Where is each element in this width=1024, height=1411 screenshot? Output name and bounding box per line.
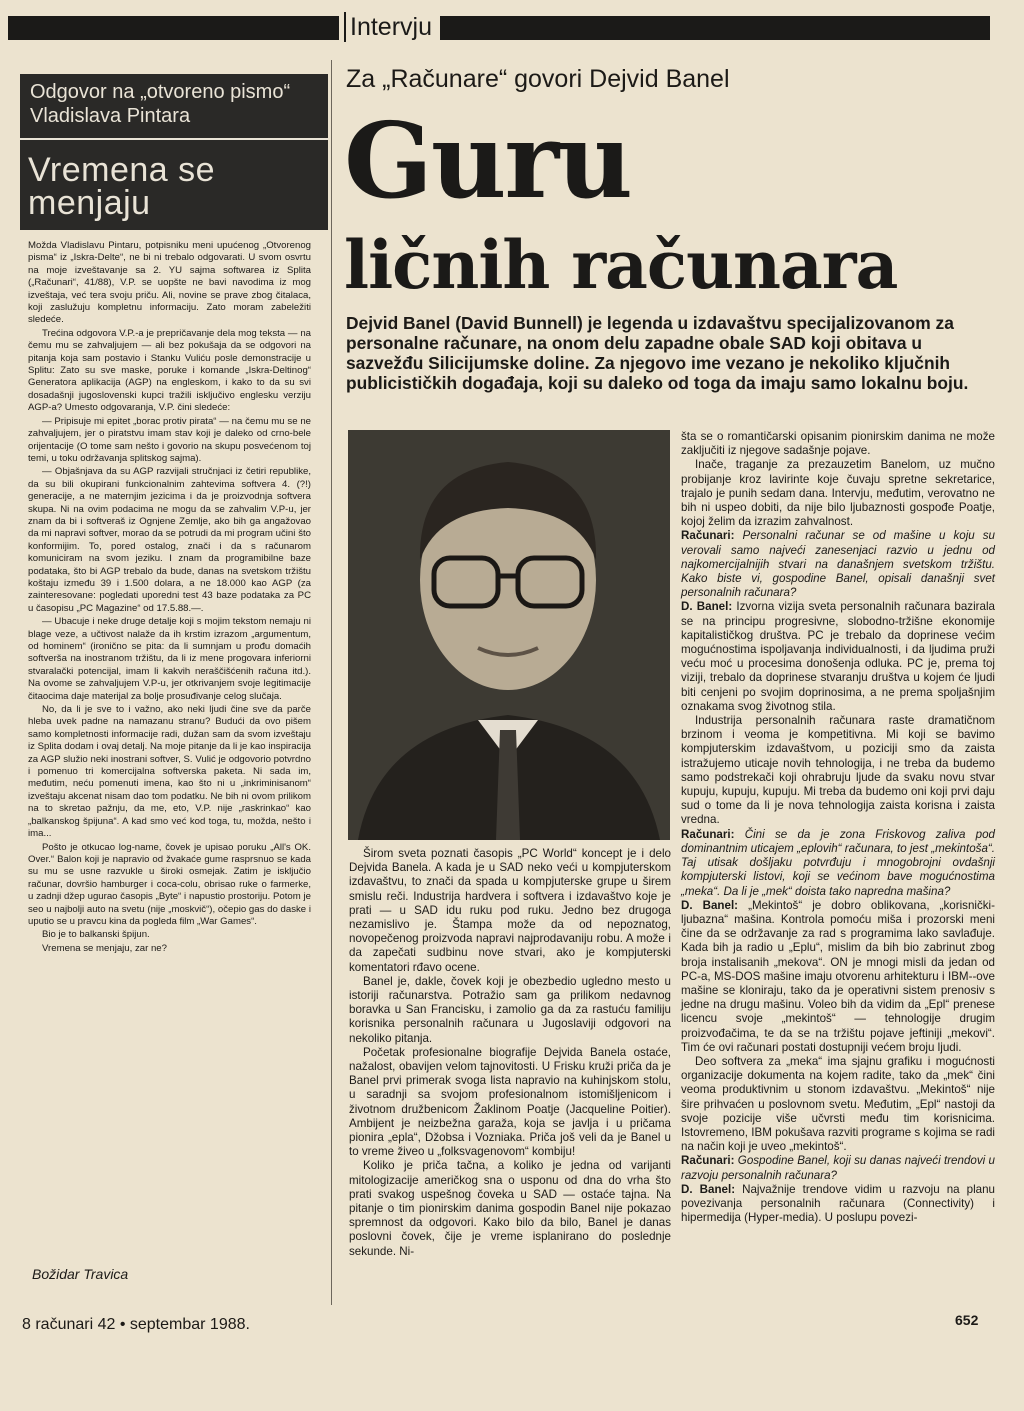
header-bar-right (440, 16, 990, 40)
speaker-label: Računari: (681, 827, 745, 841)
article-column-right (681, 430, 995, 1298)
article-paragraph: Deo softvera za „meka“ ima sjajnu grafiku i mogućnosti organizacije dokumenta na kojem radite, tako da „mek“ čini veoma produktivnim u stonom izdavaštvu. „Mekintoš“ nije šire prihvaćen u poslovnom svetu. Međutim, „Epl“ nastoji da svoje pozicije više učvrsti među tim korisnicima. Istovremeno, IBM pokušava razviti programe s kojima se radi na način koji je uveo „mekintoš“. (681, 1054, 995, 1154)
sidebar-paragraph: Možda Vladislavu Pintaru, potpisniku meni upućenog „Otvorenog pisma“ iz „Iskra-Delte“, ne bi ni trebalo odgovarati. U svom osvrtu na moje izveštavanje sa 2. YU sajma softwarea iz Splita („Računari“, 41/88), V.P. se uopšte ne bavi navodima iz mog izveštaja, već tera svoju priču. Ali, novine se prave zbog čitalaca, koji zaslužuju kompletnu informaciju. Zato moram zabeležiti sledeće. (28, 240, 311, 326)
sidebar-paragraph: Bio je to balkanski špijun. (42, 929, 150, 941)
speaker-label: D. Banel: (681, 898, 749, 912)
speaker-label: Računari: (681, 529, 743, 543)
answer-text: „Mekintoš“ je dobro oblikovana, „korisnički-ljubazna“ mašina. Kontrola pomoću miša i prozorski meni čine da se održavanje za rad s programima lako savlađuje. Kada bih ja radio u „Eplu“, mislim da bih bio zabrinut zbog broja instalisanih „mekova“. ON je mnogi misli da jedan od PC-a, MS-DOS mašine imaju otvorenu arhitekturu i IBM--ove mašine se kloniraju, tako da je operativni sistem prenosiv s jedne na drugu mašinu. Voleo bih da vidim da „Epl“ prenese licencu svoje „mekintoš“ — tehnologije drugim proizvođačima, te da se na tržištu pojave jeftiniji „mekovi“. Tim će ovi računari postati dostupniji većem broju ljudi. (681, 898, 995, 1054)
portrait-photo (348, 430, 670, 840)
headline-line-2: ličnih računara (344, 226, 898, 304)
sidebar-body (28, 240, 311, 954)
speaker-label: D. Banel: (681, 1182, 743, 1196)
interview-answer (681, 899, 995, 1055)
interview-question (681, 1154, 995, 1182)
interview-question (681, 828, 995, 899)
section-title: Intervju (344, 12, 442, 42)
folio-left: 8 računari 42 • septembar 1988. (22, 1316, 250, 1333)
interview-question (681, 529, 995, 600)
sidebar-paragraph: Trećina odgovora V.P.-a je prepričavanje dela mog teksta — na čemu mu se zahvaljujem — ali bez pokušaja da se odgovori na pitanja koja sam postavio i Stanku Vuliću posle demonstracije u Splitu: Zato su sve maske, poruke i komande „Iskra-Deltinog“ Generatora aplikacija (AGP) na engleskom, i kako to da su svi dosadašnji jugoslovenski kupci tražili isključivo englesku verziju AGP-a? Umesto odgovaranja, V.P. čini sledeće: (28, 327, 311, 414)
sidebar-title: Vremena se menjaju (28, 151, 216, 222)
article-paragraph: Banel je, dakle, čovek koji je obezbedio ugledno mesto u istoriji računarstva. Potražio sam ga prilikom nedavnog boravka u San Francisku, i zamolio ga da za rastuću familiju korisnika personalnih računara u Jugoslaviji odgovori na nekoliko pitanja. (349, 974, 671, 1045)
article-paragraph: Širom sveta poznati časopis „PC World“ koncept je i delo Dejvida Banela. A kada je u SAD neko veći u kompjuterskom izdavaštvu, to znači da spada u kompjuterske grupe u širem smislu reči. Industrija hardvera i softvera i izdavaštvo koje je prati — u SAD idu ruku pod ruku. Jedno bez drugoga nezamislivo je. Štampa može da od nepoznatog, novopečenog proizvoda napravi najprodavaniju robu. A može i da zapečati sudbinu nove stvari, ako je kompjuterski komentatori rđavo ocene. (349, 847, 671, 974)
speaker-label: Računari: (681, 1154, 738, 1168)
sidebar-title-box (20, 74, 328, 230)
article-paragraph: Početak profesionalne biografije Dejvida Banela ostaće, nažalost, obavijen velom tajnovitosti. U Frisku kruži priča da je Banel prvi primerak svoga lista napravio na kuhinjskom stolu, u saradnji sa svojom profesionalnom istomišljenicom i životnom družbenicom Žaklinom Poatje (Jacqueline Poitier). Ambijent je neizbežna garaža, koja se javlja i u pričama pionira „epla“, Džobsa i Vozniaka. Priča još veli da je Banel u to vreme živeo u „folksvagenovom“ kombiju! (349, 1045, 671, 1159)
article-rubric: Za „Računare“ govori Dejvid Banel (346, 65, 730, 93)
sidebar-paragraph: — Pripisuje mi epitet „borac protiv pirata“ — na čemu mu se ne zahvaljujem, jer o piratstvu imam stav koji je daleko od crno-bele orijentacije (O tome sam nešto i govorio na skupu posvećenom toj temi, u toku održavanja splitskog sajma). (28, 415, 311, 464)
sidebar-author: Božidar Travica (32, 1266, 129, 1282)
column-divider (331, 60, 332, 1305)
article-lead: Dejvid Banel (David Bunnell) je legenda u izdavaštvu specijalizovanom za personalne računare, na onom delu zapadne obale SAD koji obitava u sazvežđu Silicijumske doline. Za njegovo ime vezano je nekoliko ključnih publicističkih događaja, koji su daleko od toga da imaju samo lokalnu boju. (346, 313, 969, 393)
interview-answer (681, 600, 995, 714)
question-text: Gospodine Banel, koji su danas najveći trendovi u razvoju personalnih računara? (681, 1154, 995, 1182)
article-paragraph: šta se o romantičarski opisanim pionirskim danima ne može zaključiti iz njegove sadašnje pojave. (681, 430, 995, 458)
answer-text: Najvažnije trendove vidim u razvoju na planu povezivanja personalnih računara (Connectivity) i hipermedija (Hyper-media). U poslupu povezi- (681, 1182, 996, 1225)
article-paragraph: Koliko je priča tačna, a koliko je jedna od varijanti mitologizacije američkog sna o usponu od dna do vrha što prati svakog uspešnog čoveka u SAD — ostaće tajna. Na pitanje o tim pionirskim danima gospodin Banel nije pokazao spremnost da odgovori. Kako bilo da bilo, Banel je danas poslovni čovek, čije je vreme isplanirano do poslednje sekunde. Ni- (349, 1159, 671, 1258)
portrait-illustration (348, 430, 670, 840)
sidebar-rule (20, 138, 328, 140)
sidebar-paragraph: — Objašnjava da su AGP razvijali stručnjaci iz četiri republike, da su bili okupirani funkcionalnim zahtevima softvera 4. (?!) generacije, a ne maternjim jezicima i da je proizvodnja softvera skupa. Ni na ovim podacima ne mogu da se zahvalim V.P-u, jer znam da bi i softveraš iz Ognjene Zemlje, ako bih ga angažovao da mi napravi softver, morao da se potrudi da mi program učini što konformijim. To, pored ostalog, znači i da s računarom komuniciram na svom jeziku. I znam da programibilne baze podataka, što bi AGP trebalo da bude, danas na svetskom tržištu koštaju između 39 i 1.500 dolara, a ne 18.000 kao AGP (za zainteresovane: pogledati uporedni test 43 baze podataka za PC u časopisu „PC Magazine“ od 17.5.88.—. (28, 466, 311, 614)
headline-line-1: Guru (344, 99, 631, 222)
sidebar-paragraph: Vremena se menjaju, zar ne? (42, 942, 167, 954)
question-text: Personalni računar se od mašine u koju su verovali samo najveći zanesenjaci razvio u jednu od najkomercijalnijih stvari na današnjem svetskom tržištu. Kako biste vi, gospodine Banel, opisali današnji svet personalnih računara? (681, 529, 995, 600)
sidebar-paragraph: No, da li je sve to i važno, ako neki ljudi čine sve da parče hleba uvek padne na namazanu stranu? Budući da ovo pišem samo kompletnosti informacije radi, dužan sam da svom izveštaju iz Splita dodam i ovaj detalj. Na moje pitanje da li je kao inspiracija za AGP služio neki inostrani softver, S. Vulić je odgovorio potvrdno i pomenuo tri komercijalna softverska paketa. Ni sada im, međutim, neću pomenuti imena, kao što ni u „inkriminisanom“ izveštaju akcenat nisam dao tom podatku. Ne bih ni ovom prilikom na to skretao pažnju, da me, eto, V.P. nije „raskrinkao“ kao „balkanskog špijuna“. A kad smo već kod toga, tu, možda, nešto i ima... (28, 704, 311, 840)
article-paragraph: Industrija personalnih računara raste dramatičnom brzinom i veoma je kompetitivna. Mi koji se bavimo kompjuterskim izdavaštvom, u poziciji smo da zaista istražujemo uticaje novih tehnologija, i ne treba da budemo samo podstrekači koji ohrabruju ljude da svaku novu stvar kupuju, kupuju, kupuju. Mi treba da budemo oni koji prvi daju sud o tome da li je nova tehnologija zaista korisna i zaista vredna. (681, 714, 995, 827)
sidebar-paragraph: Pošto je otkucao log-name, čovek je upisao poruku „All's OK. Over.“ Balon koji je napravio od žvakaće gume rasprsnuo se kada su mu se usne razvukle u široki osmejak. Zatim je isključio računar, dovršio hamburger i coca-colu, obrisao ruke o farmerke, u zadnji džep ugurao časopis „Byte“ i napustio prostoriju. Potom je seo u najbolji auto na svetu (nije „moskvič“), očepio gas do daske i uputio se u pravcu kina da pogleda film „War Games“. (28, 841, 311, 927)
question-text: Čini se da je zona Friskovog zaliva pod dominantnim uticajem „eplovih“ računara, to jest „mekintoša“. Taj utisak došljaku potvrđuju i mnogobrojni ovdašnji kompjuterski listovi, koji se većinom bave mogućnostima „meka“. Da li je „mek“ doista tako napredna mašina? (681, 827, 996, 898)
answer-text: Izvorna vizija sveta personalnih računara bazirala se na principu progresivne, slobodno-tržišne ekonomije kapitalističkog društva. PC je trebalo da doprinese većim mogućnostima ispoljavanja individualnosti, i da ljudima pruži veću moć u procesima donošenja odluka. PC je, prema toj viziji, trebalo da doprinese stvaranju društva u kojem će ljudi biti cenjeni po svojim doprinosima, a ne prema spoljašnjim oznakama svog životnog stila. (681, 600, 995, 713)
article-paragraph: Inače, traganje za prezauzetim Banelom, uz mučno probijanje kroz lavirinte koje čuvaju spretne sekretarice, trajalo je punih sedam dana. Intervju, međutim, verovatno ne bih ni uspeo dobiti, da nije bilo ljubaznosti gospođe Poatje, kojoj želim da izrazim zahvalnost. (681, 458, 995, 529)
header-bar-left (8, 16, 339, 40)
folio-right: 652 (955, 1312, 979, 1328)
sidebar-kicker: Odgovor na „otvoreno pismo“ Vladislava Pintara (30, 81, 291, 127)
sidebar-paragraph: — Ubacuje i neke druge detalje koji s mojim tekstom nemaju ni blage veze, a učtivost nalaže da ih krstim izrazom „argumentum, od hominem“ (ironično se pita: da li sumnjam u prođu domaćih softverša na inostranom tržištu, da li iz mene progovara inferiorni stvaralački potencijal, imam li kakvih neraščišćenih računa itd.). Na ovome se zahvaljujem V.P-u, jer otkrivanjem svoje legitimacije čitaocima daje materijal za bolje prosuđivanje celog slučaja. (28, 616, 311, 702)
speaker-label: D. Banel: (681, 600, 737, 614)
article-column-middle (349, 847, 671, 1287)
interview-answer (681, 1183, 995, 1226)
